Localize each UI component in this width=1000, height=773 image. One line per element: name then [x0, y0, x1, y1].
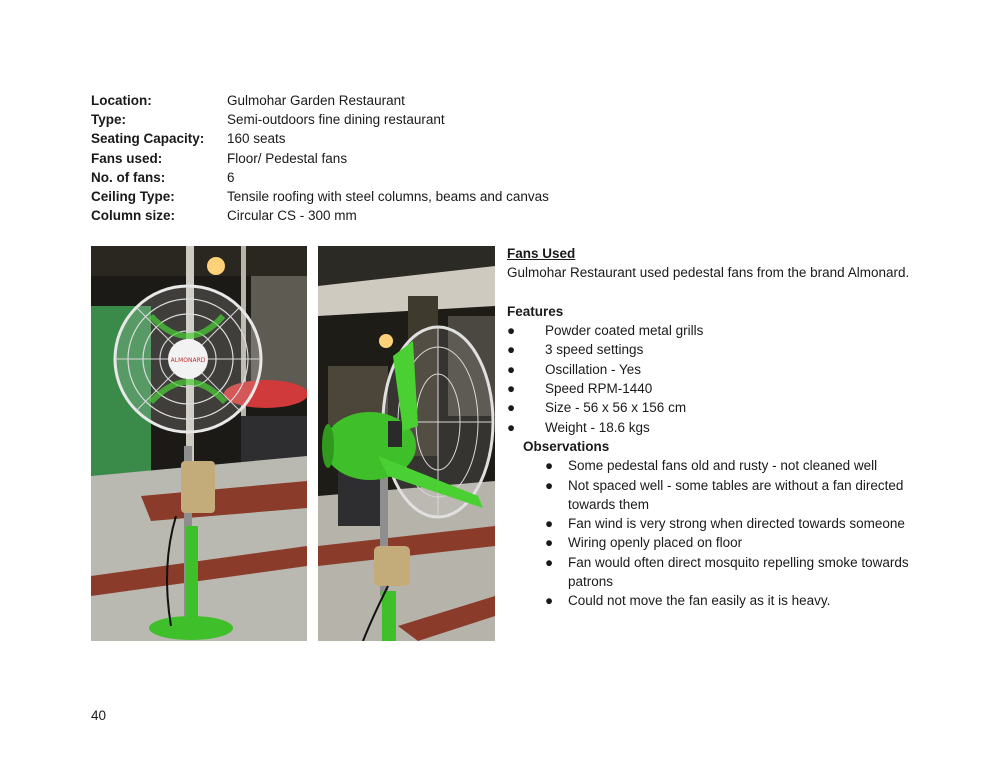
bullet-icon: ● — [507, 381, 516, 397]
info-label: Seating Capacity: — [91, 131, 205, 147]
observations-heading: Observations — [523, 438, 610, 454]
bullet-icon: ● — [507, 323, 516, 339]
list-item — [507, 340, 927, 359]
fan-side-illustration — [318, 246, 495, 641]
observation-text: Fan wind is very strong when directed towards someone — [568, 516, 905, 532]
observation-text: Not spaced well - some tables are without a fan directed towards them — [568, 477, 904, 512]
observation-text: Could not move the fan easily as it is heavy. — [568, 593, 831, 609]
bullet-icon: ● — [507, 400, 516, 416]
bullet-icon: ● — [545, 477, 554, 493]
info-value: Tensile roofing with steel columns, beams and canvas — [227, 188, 549, 204]
restaurant-info-table — [91, 91, 549, 225]
fan-brand-mark: ALMONARD — [170, 357, 206, 364]
list-item — [507, 418, 927, 437]
info-label: Type: — [91, 112, 127, 128]
info-value: 6 — [227, 169, 235, 185]
page-number: 40 — [91, 708, 107, 723]
info-value: Circular CS - 300 mm — [227, 208, 357, 224]
observation-text: Fan would often direct mosquito repelling smoke towards patrons — [568, 554, 909, 590]
info-label: Location: — [91, 93, 152, 108]
list-item — [507, 360, 927, 379]
pedestal-fan-front-photo — [91, 246, 307, 641]
spacer — [507, 283, 927, 302]
pedestal-fan-side-photo — [318, 246, 495, 641]
features-heading: Features — [507, 303, 564, 319]
feature-text: Size - 56 x 56 x 156 cm — [545, 400, 687, 416]
fan-front-illustration — [91, 246, 307, 641]
list-item — [545, 456, 927, 475]
info-row-ceiling-type — [91, 187, 549, 206]
list-item — [545, 533, 927, 552]
fan-details-column — [507, 244, 927, 611]
feature-text: Speed RPM-1440 — [545, 381, 653, 397]
feature-text: 3 speed settings — [545, 342, 644, 358]
bullet-icon: ● — [545, 593, 554, 609]
bullet-icon: ● — [545, 458, 554, 474]
features-list — [507, 321, 927, 437]
bullet-icon: ● — [507, 342, 516, 358]
info-row-seating-capacity — [91, 129, 549, 148]
feature-text: Powder coated metal grills — [545, 323, 704, 339]
fans-used-heading: Fans Used — [507, 246, 576, 261]
info-row-location — [91, 91, 549, 110]
info-row-fan-count — [91, 168, 549, 187]
feature-text: Weight - 18.6 kgs — [545, 419, 650, 435]
list-item — [545, 514, 927, 533]
info-value: Floor/ Pedestal fans — [227, 150, 348, 166]
observations-list — [545, 456, 927, 610]
list-item — [507, 398, 927, 417]
info-label: No. of fans: — [91, 169, 166, 185]
bullet-icon: ● — [545, 554, 554, 570]
bullet-icon: ● — [507, 361, 516, 377]
list-item — [545, 591, 927, 610]
info-value: 160 seats — [227, 131, 286, 147]
list-item — [507, 321, 927, 340]
info-row-fans-used — [91, 149, 549, 168]
list-item — [545, 476, 927, 515]
info-label: Column size: — [91, 208, 176, 224]
bullet-icon: ● — [507, 419, 516, 435]
fans-used-text: Gulmohar Restaurant used pedestal fans from the brand Almonard. — [507, 265, 910, 281]
observation-text: Some pedestal fans old and rusty - not cleaned well — [568, 458, 878, 474]
info-row-column-size — [91, 206, 549, 225]
list-item — [545, 553, 927, 592]
bullet-icon: ● — [545, 516, 554, 532]
info-label: Fans used: — [91, 150, 163, 166]
bullet-icon: ● — [545, 535, 554, 551]
feature-text: Oscillation - Yes — [545, 361, 642, 377]
info-label: Ceiling Type: — [91, 188, 175, 204]
observation-text: Wiring openly placed on floor — [568, 535, 743, 551]
info-row-type — [91, 110, 549, 129]
info-value: Semi-outdoors fine dining restaurant — [227, 112, 445, 128]
info-value: Gulmohar Garden Restaurant — [227, 93, 405, 108]
list-item — [507, 379, 927, 398]
